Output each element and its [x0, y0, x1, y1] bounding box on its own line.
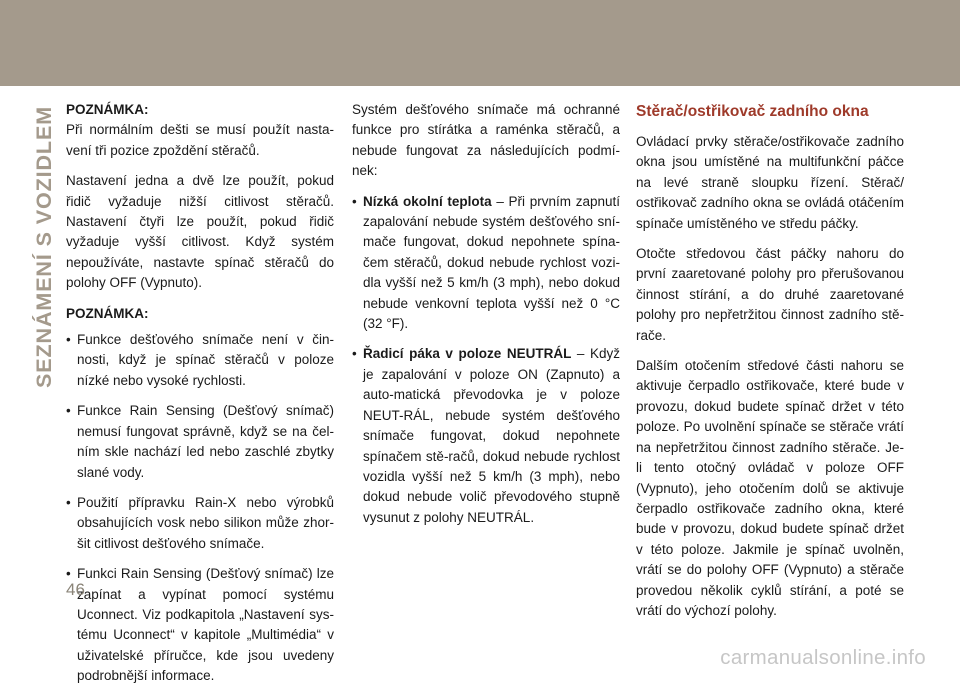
bullet-item	[352, 344, 620, 528]
bullet-term: Nízká okolní teplota	[363, 193, 492, 209]
chapter-side-label	[26, 98, 62, 388]
note-heading: POZNÁMKA:	[66, 102, 149, 117]
bullet-text: – Při prvním zapnutí zapalování nebude systém dešťového sní-mače fungovat, dokud nepohnete spína-čem stěračů, dokud nebude rychlost vozi-dla vyšší než 5 km/h (3 mph), nebo dokud nebude venkovní teplota vyšší než 0 °C (32 °F).	[363, 193, 620, 332]
bullet-text: – Když je zapalování v poloze ON (Zapnuto) a auto-matická převodovka je v poloze NEUT-RÁL, nebude systém dešťového snímače fungovat, dokud nepohnete spínačem stě-račů, dokud nebude rychlost vozidla vyšší než 5 km/h (3 mph), nebo dokud nebude volič převodového stupně vysunut z polohy NEUTRÁL.	[363, 346, 620, 525]
header-band	[0, 0, 960, 86]
paragraph: Nastavení jedna a dvě lze použít, pokud řidič vyžaduje nižší citlivost stěračů. Nastavení čtyři lze použít, pokud řidič vyžaduje vyšší citlivost. Když systém nepoužíváte, nastavte spínač stěračů do polohy OFF (Vypnuto).	[66, 173, 334, 291]
column-left	[66, 100, 334, 697]
bullet-item: • Funkce dešťového snímače není v čin-nosti, když je spínač stěračů v poloze nízké nebo vysoké rychlosti.	[66, 330, 334, 391]
paragraph: Ovládací prvky stěrače/ostřikovače zadního okna jsou umístěné na multifunkční páčce na levé straně sloupku řízení. Stěrač/ ostřikovač zadního okna se ovládá otáčením spínače umístěného ve středu páčky.	[636, 134, 904, 231]
bullet-item: • Použití přípravku Rain-X nebo výrobků obsahujících vosk nebo silikon může zhor-šit citlivost dešťového snímače.	[66, 493, 334, 554]
note-heading: POZNÁMKA:	[66, 305, 149, 321]
bullet-item: • Funkce Rain Sensing (Dešťový snímač) nemusí fungovat správně, když se na čel-ním skle nachází led nebo zaschlé zbytky slané vody.	[66, 401, 334, 483]
paragraph: Otočte středovou část páčky nahoru do první zaaretované polohy pro přerušovanou činnost stírání, a do druhé zaaretované polohy pro nepřetržitou činnost zadního stě-rače.	[636, 246, 904, 343]
column-right	[636, 101, 904, 631]
chapter-title: SEZNÁMENÍ S VOZIDLEM	[31, 106, 56, 388]
paragraph: Systém dešťového snímače má ochranné funkce pro stírátka a raménka stěračů, a nebude fungovat za následujících podmí-nek:	[352, 102, 620, 179]
bullet-term: Řadicí páka v poloze NEUTRÁL	[363, 346, 572, 362]
watermark: carmanualsonline.info	[720, 646, 926, 669]
note-text: Při normálním dešti se musí použít nasta-vení tři pozice zpoždění stěračů.	[66, 122, 334, 158]
section-title: Stěrač/ostřikovač zadního okna	[636, 103, 869, 120]
bullet-item: • Funkci Rain Sensing (Dešťový snímač) lze zapínat a vypínat pomocí systému Uconnect. Viz podkapitola „Nastavení sys-tému Uconnect“ v kapitole „Multimédia“ v uživatelské příručce, kde jsou uvedeny podrobnější informace.	[66, 564, 334, 686]
paragraph: Dalším otočením středové části nahoru se aktivuje čerpadlo ostřikovače, které bude v provozu, dokud budete spínač držet v této poloze. Po uvolnění spínače se stěrače vrátí na nepřetržitou činnost zadního stěrače. Je-li tento otočný ovládač v poloze OFF (Vypnuto), jeho otočením dolů se aktivuje čerpadlo ostřikovače zadního okna, které bude v provozu, dokud budete spínač držet v této poloze. Jakmile je spínač uvolněn, vrátí se do polohy OFF (Vypnuto) a stěrače provedou několik cyklů stírání, a poté se vrátí do výchozí polohy.	[636, 358, 904, 618]
page-number: 46	[66, 580, 85, 599]
bullet-item	[352, 192, 620, 335]
column-middle	[352, 100, 620, 538]
